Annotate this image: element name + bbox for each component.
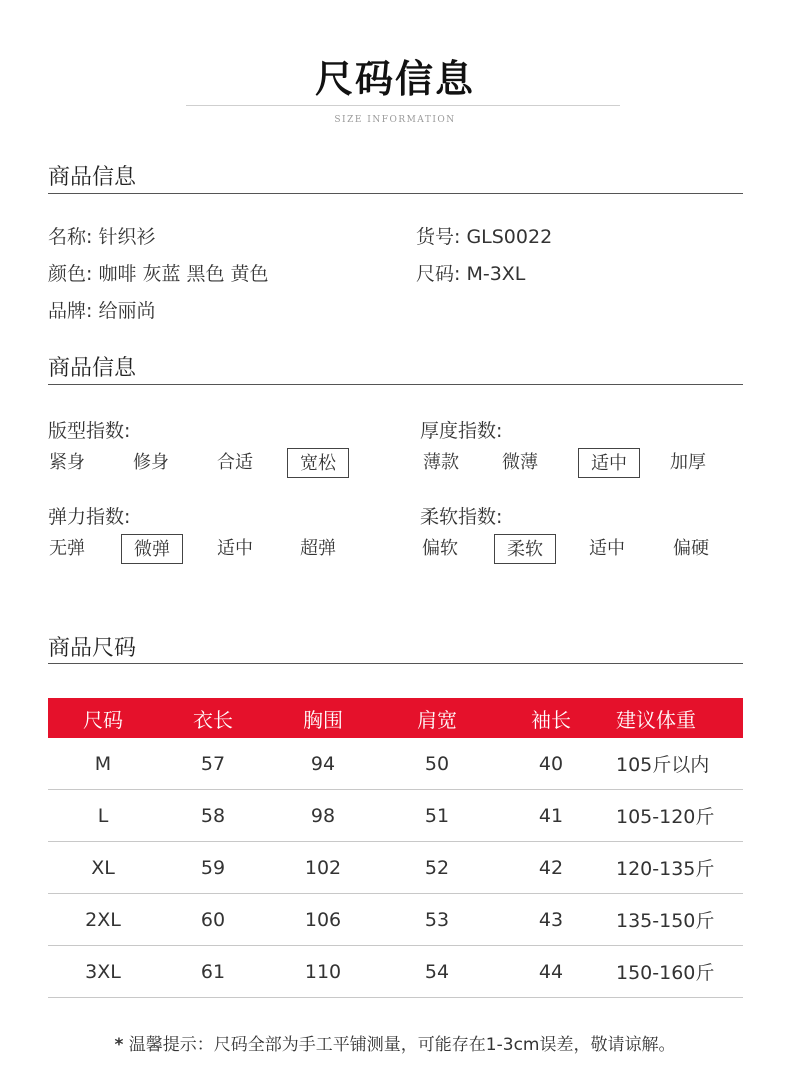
column-header: 衣长 bbox=[158, 698, 268, 738]
thickness-option: 薄款 bbox=[423, 452, 459, 473]
elasticity-option: 无弹 bbox=[49, 538, 85, 559]
table-header-row bbox=[48, 698, 743, 738]
section-divider bbox=[48, 193, 743, 194]
table-row bbox=[48, 738, 743, 790]
product-size-range: 尺码: M-3XL bbox=[416, 263, 526, 285]
elasticity-option: 超弹 bbox=[300, 538, 336, 559]
thickness-option: 适中 bbox=[578, 448, 640, 478]
table-cell: 105斤以内 bbox=[606, 738, 743, 790]
elasticity-index-label: 弹力指数: bbox=[48, 506, 131, 528]
table-cell: 57 bbox=[158, 738, 268, 790]
product-item-number: 货号: GLS0022 bbox=[416, 226, 553, 248]
fit-option: 紧身 bbox=[49, 452, 85, 473]
title-divider bbox=[186, 105, 620, 106]
table-cell: 135-150斤 bbox=[606, 894, 743, 946]
size-table bbox=[48, 698, 743, 998]
table-cell: 150-160斤 bbox=[606, 946, 743, 998]
table-cell: 40 bbox=[496, 738, 606, 790]
softness-option: 偏硬 bbox=[673, 538, 709, 559]
table-cell: 94 bbox=[268, 738, 378, 790]
table-row bbox=[48, 946, 743, 998]
table-row bbox=[48, 894, 743, 946]
table-cell: 2XL bbox=[48, 894, 158, 946]
section-heading-size-chart: 商品尺码 bbox=[48, 636, 137, 661]
table-cell: 51 bbox=[378, 790, 496, 842]
table-cell: XL bbox=[48, 842, 158, 894]
fit-option: 修身 bbox=[133, 452, 169, 473]
thickness-option: 加厚 bbox=[670, 452, 706, 473]
table-cell: 105-120斤 bbox=[606, 790, 743, 842]
table-row bbox=[48, 790, 743, 842]
table-cell: 42 bbox=[496, 842, 606, 894]
product-name: 名称: 针织衫 bbox=[48, 226, 156, 248]
fit-option: 合适 bbox=[217, 452, 253, 473]
product-colors: 颜色: 咖啡 灰蓝 黑色 黄色 bbox=[48, 263, 269, 285]
table-cell: 41 bbox=[496, 790, 606, 842]
thickness-option: 微薄 bbox=[502, 452, 538, 473]
table-cell: 106 bbox=[268, 894, 378, 946]
table-cell: 52 bbox=[378, 842, 496, 894]
table-cell: 58 bbox=[158, 790, 268, 842]
footnote-asterisk: * bbox=[114, 1035, 124, 1055]
footnote bbox=[0, 1030, 790, 1055]
table-row bbox=[48, 842, 743, 894]
table-cell: M bbox=[48, 738, 158, 790]
table-cell: 43 bbox=[496, 894, 606, 946]
softness-option: 柔软 bbox=[494, 534, 556, 564]
table-cell: 53 bbox=[378, 894, 496, 946]
column-header: 尺码 bbox=[48, 698, 158, 738]
section-heading-product-info: 商品信息 bbox=[48, 165, 137, 190]
table-cell: 54 bbox=[378, 946, 496, 998]
table-cell: 120-135斤 bbox=[606, 842, 743, 894]
table-cell: L bbox=[48, 790, 158, 842]
softness-index-label: 柔软指数: bbox=[420, 506, 503, 528]
footnote-text: 温馨提示：尺码全部为手工平铺测量，可能存在1-3cm误差，敬请谅解。 bbox=[123, 1035, 676, 1055]
table-cell: 60 bbox=[158, 894, 268, 946]
column-header: 建议体重 bbox=[606, 698, 743, 738]
column-header: 胸围 bbox=[268, 698, 378, 738]
table-cell: 102 bbox=[268, 842, 378, 894]
section-heading-indices: 商品信息 bbox=[48, 356, 137, 381]
table-cell: 110 bbox=[268, 946, 378, 998]
elasticity-option: 适中 bbox=[217, 538, 253, 559]
table-cell: 98 bbox=[268, 790, 378, 842]
page-subtitle: SIZE INFORMATION bbox=[334, 115, 456, 125]
elasticity-option: 微弹 bbox=[121, 534, 183, 564]
section-divider bbox=[48, 663, 743, 664]
column-header: 袖长 bbox=[496, 698, 606, 738]
table-cell: 3XL bbox=[48, 946, 158, 998]
page-title: 尺码信息 bbox=[314, 57, 475, 101]
column-header: 肩宽 bbox=[378, 698, 496, 738]
section-divider bbox=[48, 384, 743, 385]
table-cell: 59 bbox=[158, 842, 268, 894]
table-cell: 50 bbox=[378, 738, 496, 790]
softness-option: 偏软 bbox=[422, 538, 458, 559]
fit-option: 宽松 bbox=[287, 448, 349, 478]
table-cell: 61 bbox=[158, 946, 268, 998]
table-cell: 44 bbox=[496, 946, 606, 998]
fit-index-label: 版型指数: bbox=[48, 420, 131, 442]
softness-option: 适中 bbox=[589, 538, 625, 559]
thickness-index-label: 厚度指数: bbox=[420, 420, 503, 442]
product-brand: 品牌: 给丽尚 bbox=[48, 300, 156, 322]
